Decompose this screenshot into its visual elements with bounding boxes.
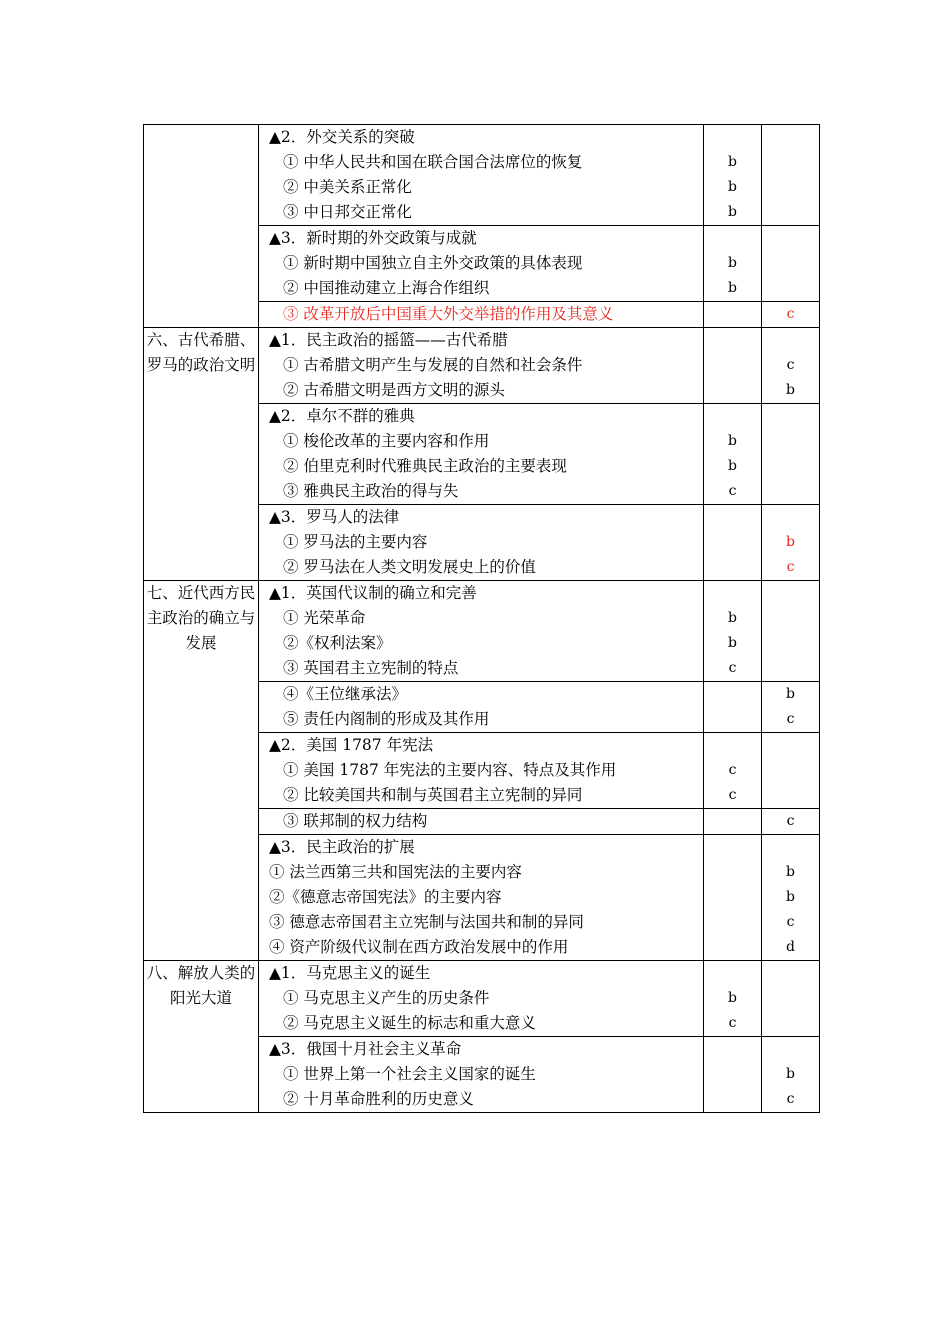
level-cell	[762, 961, 820, 1037]
level-cell	[704, 961, 762, 1037]
content-cell	[259, 961, 704, 1037]
level-mark: b	[728, 610, 737, 626]
level-mark: b	[728, 280, 737, 296]
level-cell	[704, 226, 762, 302]
list-item: ② 十月革命胜利的历史意义	[283, 1090, 474, 1108]
list-item: ① 光荣革命	[283, 609, 366, 627]
section-heading: ▲3．新时期的外交政策与成就	[269, 229, 477, 247]
content-cell	[259, 404, 704, 505]
list-item-highlighted: ③ 改革开放后中国重大外交举措的作用及其意义	[283, 305, 614, 323]
level-mark: b	[728, 990, 737, 1006]
level-mark: b	[728, 635, 737, 651]
level-cell	[762, 404, 820, 505]
list-item: ① 法兰西第三共和国宪法的主要内容	[269, 863, 522, 881]
level-mark: b	[786, 382, 795, 398]
list-item: ① 马克思主义产生的历史条件	[283, 989, 490, 1007]
level-mark: c	[786, 1091, 795, 1107]
level-cell	[762, 505, 820, 581]
table-row	[144, 961, 820, 1037]
level-cell	[704, 328, 762, 404]
section-heading: ▲1．民主政治的摇篮——古代希腊	[269, 331, 508, 349]
level-cell	[762, 125, 820, 226]
level-mark: c	[786, 357, 795, 373]
unit-title: 七、近代西方民主政治的确立与发展	[144, 581, 259, 961]
level-cell	[762, 302, 820, 328]
list-item: ④《王位继承法》	[283, 685, 408, 703]
level-mark: c	[786, 914, 795, 930]
level-mark: c	[728, 483, 737, 499]
list-item: ② 中国推动建立上海合作组织	[283, 279, 490, 297]
list-item: ③ 英国君主立宪制的特点	[283, 659, 459, 677]
level-mark: b	[728, 154, 737, 170]
table-row	[144, 125, 820, 226]
list-item: ②《德意志帝国宪法》的主要内容	[269, 888, 502, 906]
level-mark: b	[728, 433, 737, 449]
level-cell	[704, 733, 762, 809]
level-cell	[704, 682, 762, 733]
list-item: ②《权利法案》	[283, 634, 392, 652]
content-cell	[259, 809, 704, 835]
level-mark: b	[728, 179, 737, 195]
curriculum-table	[143, 124, 820, 1113]
level-cell	[762, 226, 820, 302]
level-cell	[762, 809, 820, 835]
content-cell	[259, 682, 704, 733]
section-heading: ▲3．俄国十月社会主义革命	[269, 1040, 462, 1058]
level-cell	[704, 404, 762, 505]
list-item: ② 罗马法在人类文明发展史上的价值	[283, 558, 536, 576]
content-cell	[259, 1037, 704, 1113]
level-mark: c	[728, 660, 737, 676]
list-item: ③ 中日邦交正常化	[283, 203, 412, 221]
content-cell	[259, 226, 704, 302]
level-cell	[704, 581, 762, 682]
level-cell	[704, 125, 762, 226]
content-cell	[259, 328, 704, 404]
list-item: ① 美国 1787 年宪法的主要内容、特点及其作用	[283, 761, 617, 779]
list-item: ① 罗马法的主要内容	[283, 533, 428, 551]
level-mark: b	[786, 534, 795, 550]
level-cell	[762, 581, 820, 682]
level-mark: b	[786, 1066, 795, 1082]
list-item: ⑤ 责任内阁制的形成及其作用	[283, 710, 490, 728]
list-item: ① 梭伦改革的主要内容和作用	[283, 432, 490, 450]
content-cell	[259, 835, 704, 961]
list-item: ③ 雅典民主政治的得与失	[283, 482, 459, 500]
level-cell	[704, 809, 762, 835]
content-cell	[259, 581, 704, 682]
section-heading: ▲2．外交关系的突破	[269, 128, 415, 146]
level-cell	[762, 1037, 820, 1113]
section-heading: ▲3．民主政治的扩展	[269, 838, 415, 856]
level-cell	[704, 1037, 762, 1113]
level-cell	[762, 328, 820, 404]
level-mark: c	[728, 787, 737, 803]
list-item: ④ 资产阶级代议制在西方政治发展中的作用	[269, 938, 569, 956]
content-cell	[259, 505, 704, 581]
level-mark: c	[786, 306, 795, 322]
content-cell	[259, 302, 704, 328]
section-heading: ▲2．卓尔不群的雅典	[269, 407, 415, 425]
level-mark: b	[728, 255, 737, 271]
content-cell	[259, 125, 704, 226]
table-row	[144, 581, 820, 682]
level-mark: c	[728, 762, 737, 778]
list-item: ② 古希腊文明是西方文明的源头	[283, 381, 505, 399]
level-cell	[704, 302, 762, 328]
level-cell	[704, 505, 762, 581]
level-mark: b	[786, 686, 795, 702]
list-item: ② 比较美国共和制与英国君主立宪制的异同	[283, 786, 583, 804]
content-cell	[259, 733, 704, 809]
level-mark: c	[786, 711, 795, 727]
level-mark: c	[728, 1015, 737, 1031]
list-item: ① 世界上第一个社会主义国家的诞生	[283, 1065, 536, 1083]
level-mark: c	[786, 813, 795, 829]
level-mark: b	[786, 889, 795, 905]
level-mark: b	[728, 204, 737, 220]
list-item: ② 马克思主义诞生的标志和重大意义	[283, 1014, 536, 1032]
list-item: ③ 联邦制的权力结构	[283, 812, 428, 830]
list-item: ① 新时期中国独立自主外交政策的具体表现	[283, 254, 583, 272]
section-heading: ▲2．美国 1787 年宪法	[269, 736, 434, 754]
level-cell	[762, 733, 820, 809]
level-mark: b	[786, 864, 795, 880]
unit-cell-empty	[144, 125, 259, 328]
list-item: ① 中华人民共和国在联合国合法席位的恢复	[283, 153, 583, 171]
table-row	[144, 328, 820, 404]
level-mark: d	[786, 939, 795, 955]
level-cell	[704, 835, 762, 961]
list-item: ③ 德意志帝国君主立宪制与法国共和制的异同	[269, 913, 584, 931]
unit-title: 八、解放人类的阳光大道	[144, 961, 259, 1113]
section-heading: ▲3．罗马人的法律	[269, 508, 400, 526]
list-item: ① 古希腊文明产生与发展的自然和社会条件	[283, 356, 583, 374]
level-mark: c	[786, 559, 795, 575]
level-mark: b	[728, 458, 737, 474]
unit-title: 六、古代希腊、罗马的政治文明	[144, 328, 259, 581]
level-cell	[762, 835, 820, 961]
list-item: ② 中美关系正常化	[283, 178, 412, 196]
list-item: ② 伯里克利时代雅典民主政治的主要表现	[283, 457, 567, 475]
level-cell	[762, 682, 820, 733]
section-heading: ▲1．英国代议制的确立和完善	[269, 584, 477, 602]
section-heading: ▲1．马克思主义的诞生	[269, 964, 431, 982]
